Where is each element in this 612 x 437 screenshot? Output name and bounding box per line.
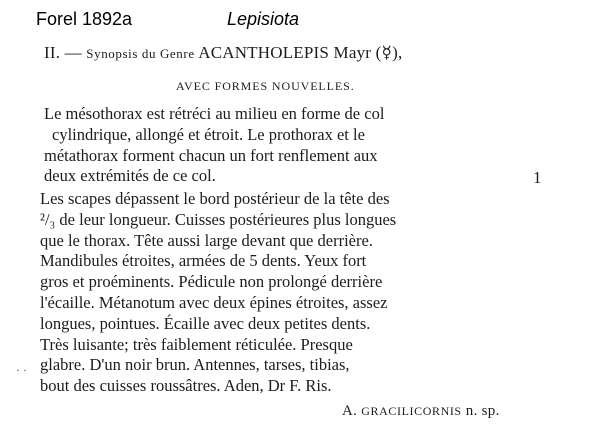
margin-number: 1 <box>533 168 542 187</box>
margin-marks: · · <box>16 363 27 377</box>
species-name <box>342 403 500 420</box>
synopsis-word: Synopsis du Genre <box>86 46 195 61</box>
author-name: Mayr (☿), <box>333 43 403 62</box>
text-line: longues, pointues. Écaille avec deux petites dents. <box>40 313 371 333</box>
text-line: cylindrique, allongé et étroit. Le prothorax et le <box>52 124 365 144</box>
text-line: ²/₃ de leur longueur. Cuisses postérieures plus longues <box>40 209 397 229</box>
genus-label: Lepisiota <box>227 9 300 29</box>
section-number: II. — <box>44 43 87 62</box>
section-heading <box>44 43 584 63</box>
species-suffix: n. sp. <box>461 403 500 419</box>
text-line: Le mésothorax est rétréci au milieu en forme de col <box>44 104 385 123</box>
genus-name: ACANTHOLEPIS <box>194 43 334 62</box>
text-line: bout des cuisses roussâtres. Aden, Dr F. Ris. <box>40 376 332 396</box>
text-line: deux extrémités de ce col. <box>44 166 216 186</box>
paragraph-genus-description <box>44 104 480 187</box>
text-line: Mandibules étroites, armées de 5 dents. Yeux fort <box>40 251 367 271</box>
species-epithet: GRACILICORNIS <box>361 404 462 418</box>
text-line: glabre. D'un noir brun. Antennes, tarses, tibias, <box>40 355 350 375</box>
text-line: que le thorax. Tête aussi large devant que derrière. <box>40 230 373 250</box>
text-line: gros et proéminents. Pédicule non prolongé derrière <box>40 272 383 292</box>
text-line: métathorax forment chacun un fort renflement aux <box>44 145 378 165</box>
reference-label: Forel 1892a <box>36 9 133 29</box>
text-line: Les scapes dépassent le bord postérieur de la tête des <box>40 189 390 208</box>
text-line: l'écaille. Métanotum avec deux épines étroites, assez <box>40 292 388 312</box>
species-genus-abbrev: A. <box>342 403 362 419</box>
section-subheading: AVEC FORMES NOUVELLES. <box>176 79 355 93</box>
paragraph-species-description <box>40 189 478 397</box>
text-line: Très luisante; très faiblement réticulée. Presque <box>40 334 353 354</box>
